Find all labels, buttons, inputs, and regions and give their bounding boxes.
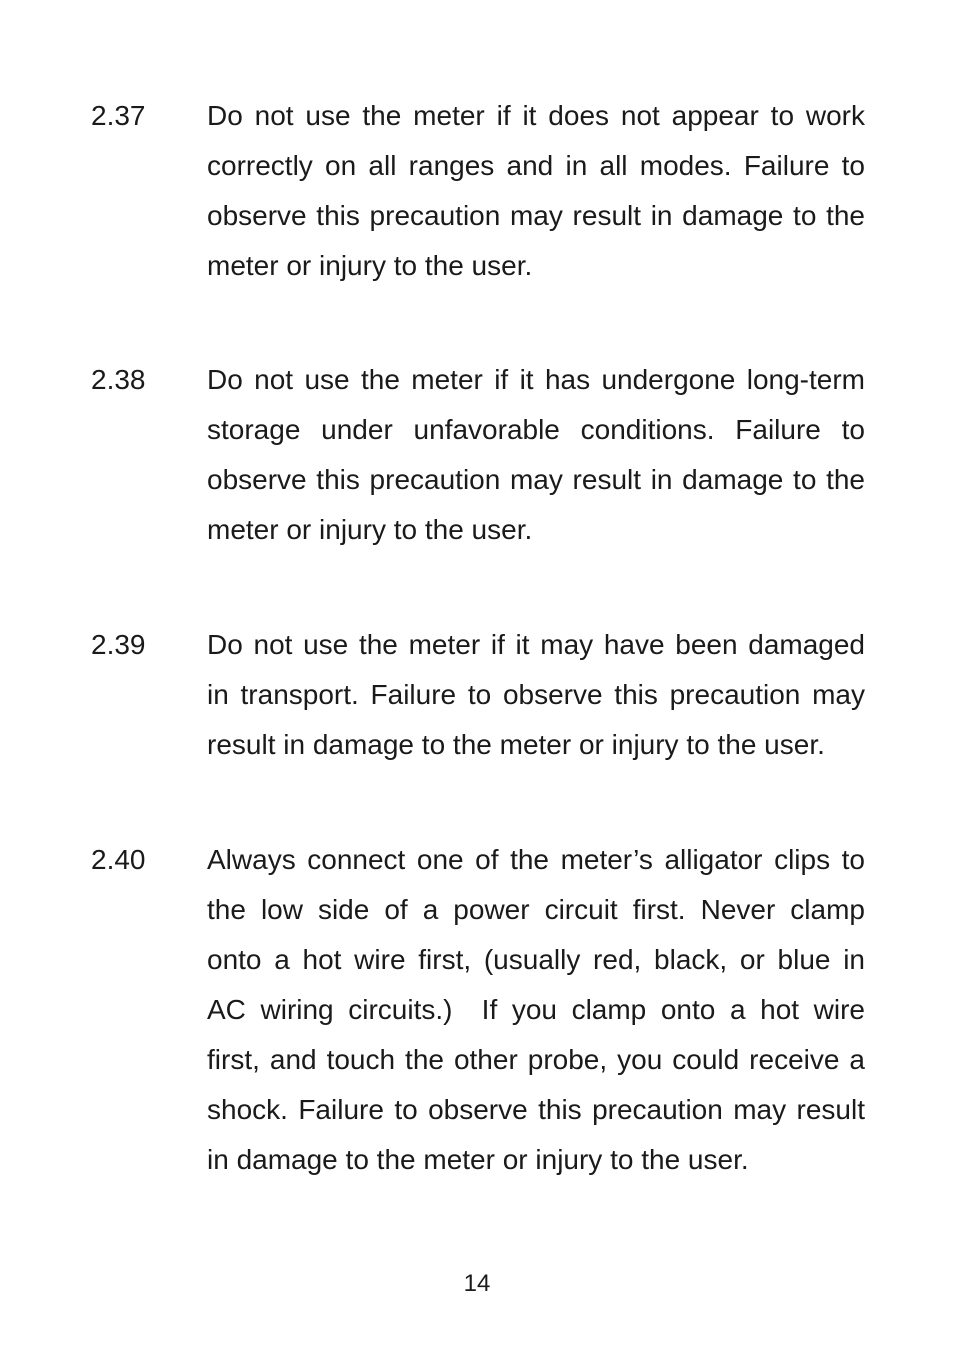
text-line: first, and touch the other probe, you could receive a xyxy=(207,1044,865,1075)
text-line: shock. Failure to observe this precaution may result xyxy=(207,1094,865,1125)
text-line: onto a hot wire first, (usually red, black, or blue in xyxy=(207,944,865,975)
text-line: the low side of a power circuit first. Never clamp xyxy=(207,894,865,925)
item-text xyxy=(207,355,865,555)
item-number: 2.39 xyxy=(91,629,146,660)
item-number: 2.40 xyxy=(91,844,146,875)
text-line: Always connect one of the meter’s alligator clips to xyxy=(207,844,865,875)
text-line: AC wiring circuits.) If you clamp onto a hot wire xyxy=(207,994,865,1025)
text-line: Do not use the meter if it may have been damaged xyxy=(207,629,865,660)
item-number: 2.37 xyxy=(91,100,146,131)
text-line: storage under unfavorable conditions. Failure to xyxy=(207,414,865,445)
text-line: Do not use the meter if it does not appear to work xyxy=(207,100,865,131)
text-line: in transport. Failure to observe this precaution may xyxy=(207,679,865,710)
item-text xyxy=(207,91,865,291)
text-line: meter or injury to the user. xyxy=(207,514,533,545)
text-line: correctly on all ranges and in all modes. Failure to xyxy=(207,150,865,181)
text-line: Do not use the meter if it has undergone long-term xyxy=(207,364,865,395)
text-line: observe this precaution may result in damage to the xyxy=(207,200,865,231)
text-line: result in damage to the meter or injury to the user. xyxy=(207,729,825,760)
item-text xyxy=(207,835,865,1185)
text-line: observe this precaution may result in damage to the xyxy=(207,464,865,495)
item-text xyxy=(207,620,865,770)
text-line: in damage to the meter or injury to the user. xyxy=(207,1144,749,1175)
page-number: 14 xyxy=(463,1270,491,1297)
item-number: 2.38 xyxy=(91,364,146,395)
text-line: meter or injury to the user. xyxy=(207,250,533,281)
